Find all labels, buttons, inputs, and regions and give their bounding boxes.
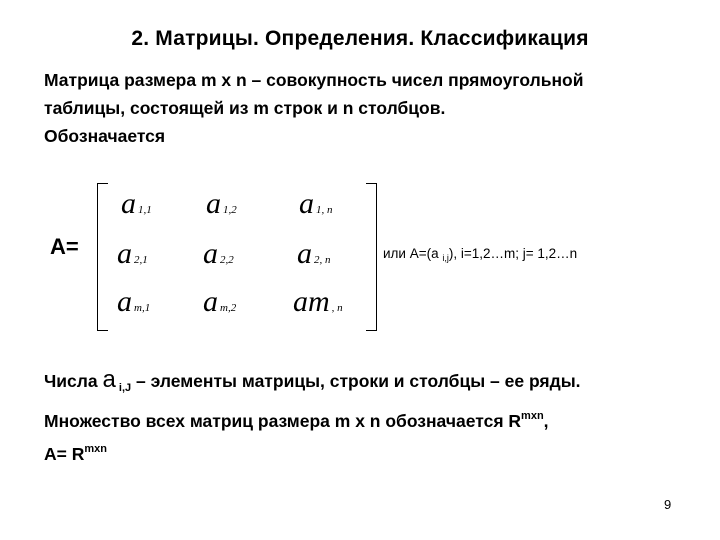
alt-notation-suffix: ), i=1,2…m; j= 1,2…n <box>448 246 578 261</box>
matrix-cell-index: m,1 <box>134 302 151 314</box>
matrix-cell-base: a <box>117 237 132 270</box>
matrix-cell <box>206 187 237 221</box>
matrix-cell-base: a <box>203 237 218 270</box>
definition-line-3: Обозначается <box>44 126 166 146</box>
matrix-cell-base: a <box>299 187 314 220</box>
matrix-left-bracket <box>97 183 108 331</box>
matrix-cell-base: a <box>203 285 218 318</box>
alt-notation-prefix: или А=(a <box>383 246 443 261</box>
elements-line-3-prefix: A= R <box>44 444 85 464</box>
definition-line-2: таблицы, состоящей из m строк и n столбцов. <box>44 98 446 118</box>
matrix-cell-index: 1,1 <box>138 204 152 216</box>
matrix-cell <box>293 285 343 319</box>
elements-line-2-suffix: , <box>543 411 549 431</box>
matrix-cell-index: 2,1 <box>134 254 148 266</box>
alt-notation-index: i,j <box>442 253 449 263</box>
matrix-cell <box>297 237 331 271</box>
matrix-cell-index: 2, n <box>314 254 331 266</box>
matrix-cell <box>203 237 234 271</box>
matrix-cell-base: a <box>117 285 132 318</box>
matrix-label: A= <box>50 234 79 259</box>
elements-line-1-suffix: – элементы матрицы, строки и столбцы – ее ряды. <box>131 371 581 391</box>
elements-line-1 <box>44 366 704 402</box>
elements-line-1-prefix: Числа <box>44 371 103 391</box>
matrix-cell-index: m,2 <box>220 302 237 314</box>
matrix-cell <box>203 285 236 319</box>
set-superscript: mxn <box>84 443 107 455</box>
matrix-cell-index: 1,2 <box>223 204 237 216</box>
set-superscript: mxn <box>521 410 544 422</box>
matrix-cell-index: 1, n <box>316 204 333 216</box>
elements-paragraph <box>44 366 704 468</box>
matrix-right-bracket <box>366 183 377 331</box>
elements-line-2-prefix: Множество всех матриц размера m x n обозначается R <box>44 411 522 431</box>
elements-line-2 <box>44 402 704 435</box>
page-number: 9 <box>664 497 672 512</box>
matrix <box>97 183 377 329</box>
element-symbol: a <box>102 366 116 393</box>
slide-title: 2. Матрицы. Определения. Классификация <box>131 27 589 50</box>
matrix-cell-base: a <box>297 237 312 270</box>
matrix-cell-base: a <box>206 187 221 220</box>
matrix-cell <box>117 285 150 319</box>
elements-line-3 <box>44 435 704 468</box>
alternative-notation <box>383 246 577 263</box>
matrix-cell-index: , n <box>331 302 343 314</box>
matrix-cell-base: a <box>121 187 136 220</box>
definition-paragraph <box>44 66 694 150</box>
matrix-cell <box>121 187 152 221</box>
element-index: i,J <box>115 382 132 394</box>
definition-line-1: Матрица размера m x n – совокупность чисел прямоугольной <box>44 70 584 90</box>
matrix-cell <box>299 187 333 221</box>
matrix-cell-index: 2,2 <box>220 254 234 266</box>
matrix-cell <box>117 237 148 271</box>
matrix-cell-base: am <box>293 285 330 318</box>
